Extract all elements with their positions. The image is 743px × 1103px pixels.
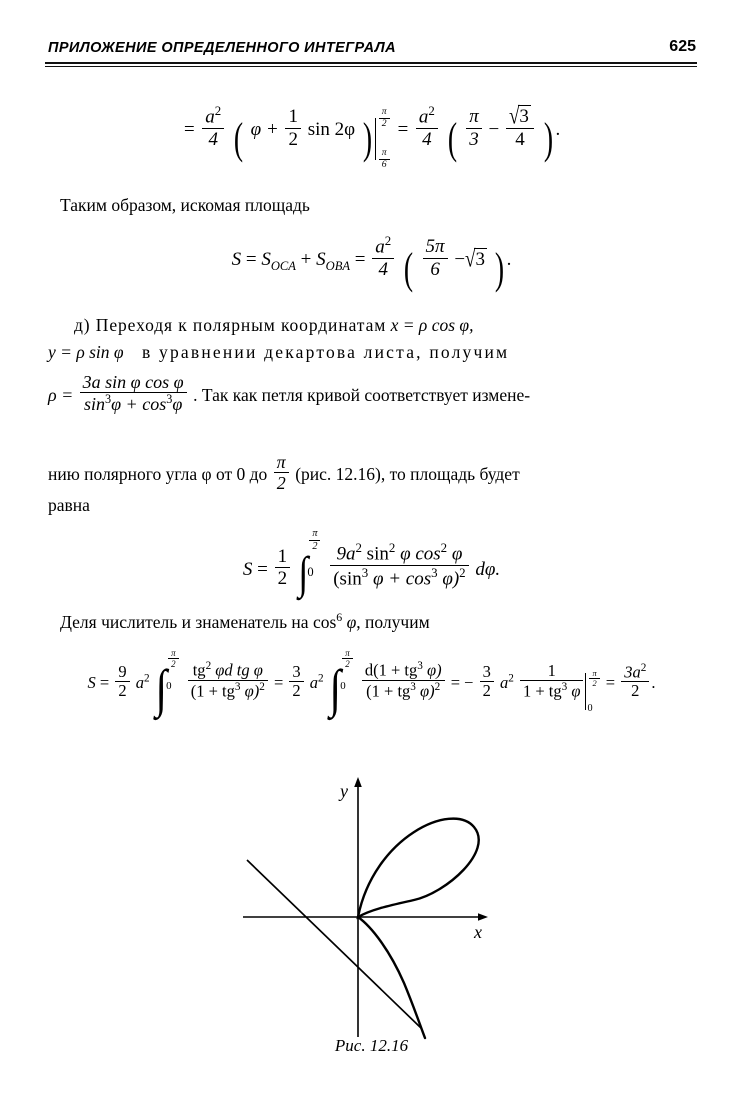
eq2-s: S xyxy=(231,248,242,270)
paragraph-5-start: Деля числитель и знаменатель на xyxy=(60,611,309,632)
equation-1: = $\frac{a^2}{4}$ ( φ + $\frac{1}{2}$ sin 2φ ) $\frac{\pi}{2}$ $\frac{\pi}{6}$ = $\frac{a^2}{4}$ ( $\frac{\pi}{3}$ − $\frac{√3}{4}$ ) . xyxy=(182,103,561,170)
eq1-rhs-den: 4 xyxy=(416,128,438,150)
eq2-inner-num: 5π xyxy=(425,236,445,258)
eq2-sub-oca: OCA xyxy=(270,258,296,273)
equation-3: S = $\frac{1}{2}$ ∫ $\frac{\pi}{2}$ 0 $\frac{9a^2 \sin^2 \varphi \cos^2 \varphi}{(\sin^3 \varphi + \cos^3 \varphi)^2}$ dφ. xyxy=(242,528,501,599)
eq2-inner-den: 6 xyxy=(423,258,448,280)
eq2-den: 4 xyxy=(372,258,394,280)
p5-cos: cos xyxy=(312,611,337,632)
eq4-eq-c: = − xyxy=(450,672,474,692)
paragraph-2-y-eq: y = ρ sin φ xyxy=(48,342,124,362)
eq4-f2-num-rest: φ) xyxy=(426,660,442,680)
paragraph-thus-area xyxy=(60,192,690,219)
eq4-f2-den-sup: 3 xyxy=(410,680,416,693)
eq4-a2: a xyxy=(309,672,319,692)
eq4-s: S xyxy=(87,672,96,692)
eq4-f1-num-rest: φd tg φ xyxy=(215,660,263,680)
eq4-f2-den-sup2: 2 xyxy=(434,680,441,693)
rho-den-sin: sin xyxy=(83,394,105,415)
paragraph-polar-coords xyxy=(48,312,696,339)
eq4-eval-bar xyxy=(585,669,601,714)
eq2-period: . xyxy=(506,248,512,270)
eq1-rhs-exp: 2 xyxy=(428,103,435,118)
eq4-f2-num: d(1 + tg xyxy=(364,660,418,680)
figure-12-16 xyxy=(0,775,743,1065)
eq3-int-top: π xyxy=(312,528,318,539)
eq3-den-end: φ) xyxy=(442,568,460,590)
eq1-eval-top: π xyxy=(381,106,387,118)
eq4-n2: 3 xyxy=(292,662,301,681)
eq4-int2-top-den: 2 xyxy=(342,658,352,669)
eq4-f1-den-sup2: 2 xyxy=(259,680,265,693)
eq1-pi-den: 3 xyxy=(466,128,482,150)
paragraph-rho-formula xyxy=(48,372,696,414)
eq1-coef-num: a xyxy=(205,106,215,128)
paragraph-1-text: Таким образом, искомая площадь xyxy=(60,195,310,215)
eq4-f2-num-sup: 3 xyxy=(417,660,423,672)
eq4-eval-top-den: 2 xyxy=(589,678,599,688)
paragraph-angle-range-line2 xyxy=(48,492,696,519)
eq4-f3-den-rest: φ xyxy=(571,681,581,701)
eq1-eval-top-den: 2 xyxy=(379,118,390,130)
figure-caption: Рис. 12.16 xyxy=(334,1036,409,1055)
eq3-eq: = xyxy=(257,558,268,580)
eq1-minus: − xyxy=(488,118,500,140)
eq4-eq-d: = xyxy=(605,672,616,692)
eq3-int-bot: 0 xyxy=(307,564,314,579)
rho-den-mid: φ + cos xyxy=(111,394,167,415)
eq1-coef-exp: 2 xyxy=(214,103,222,118)
eq3-int-top-den: 2 xyxy=(309,540,320,553)
paragraph-3-tail: . Так как петля кривой соответствует измене- xyxy=(193,384,531,405)
p4-frac-den: 2 xyxy=(274,472,289,493)
eq4-f3-den-sup: 3 xyxy=(561,680,568,693)
eq1-sin-term: sin 2φ xyxy=(307,118,356,140)
eq3-den-mid: φ + cos xyxy=(372,568,432,590)
eq4-a3: a xyxy=(499,672,509,692)
eq4-n1: 9 xyxy=(118,662,127,681)
eq3-den-sin: (sin xyxy=(333,568,362,590)
x-axis-label: x xyxy=(474,922,482,942)
p5-phi: φ xyxy=(346,611,357,632)
eq3-den-outer-sup: 2 xyxy=(459,565,466,581)
eq2-sub-oba: OBA xyxy=(325,258,350,273)
eq3-den-cos-sup: 3 xyxy=(431,565,438,581)
eq4-eval-bot: 0 xyxy=(587,702,593,714)
paragraph-2-x-eq: x = ρ cos φ, xyxy=(390,315,474,335)
eq2-plus: + xyxy=(300,248,312,270)
eq3-differential: dφ. xyxy=(475,558,501,580)
eq4-a: a xyxy=(135,672,144,692)
eq3-num-sin: sin xyxy=(366,543,389,565)
equation-2: $S = S_{OCA} + S_{OBA}$ = $\frac{a^2}{4}$ ( $\frac{5\pi}{6}$ −√3 ) . xyxy=(231,233,512,293)
eq2-s-oba: S xyxy=(316,248,326,270)
eq4-f3-den: 1 + tg xyxy=(522,681,562,701)
eq2-s-oca: S xyxy=(261,248,271,270)
y-axis-arrow xyxy=(354,777,362,787)
eq1-coef-den: 4 xyxy=(202,128,224,150)
page-number: 625 xyxy=(669,38,696,55)
asymptote-line xyxy=(247,860,421,1028)
eq3-den-sin-sup: 3 xyxy=(361,565,369,581)
eq4-eq: = xyxy=(99,672,110,692)
eq1-eval-bot: π xyxy=(381,146,387,158)
eq1-eval-bar xyxy=(375,107,392,170)
eq3-num-a-exp: 2 xyxy=(355,540,362,556)
equation-4: S = $\frac{9}{2}$ $a^2$ ∫ $\frac{\pi}{2}$ 0 $\frac{tg^2 \varphi d tg \varphi}{(1 + tg^3 \varphi)^2}$ = $\frac{3}{2}$ $a^2$ ∫ $\frac{\pi}{2}$ 0 $\frac{d(1 + tg^3 \varphi)}{(1 + tg^3 \varphi)^2}$ = − $\frac{3}{2}$ $a^2$ $\frac{1}{1 + tg^3 \varphi}$ $\frac{\pi}{2}$ 0 = $\frac{3a^2}{2}$ . xyxy=(87,648,656,718)
paragraph-4-last: равна xyxy=(48,495,90,515)
eq3-half-den: 2 xyxy=(275,567,291,589)
eq1-half-num: 1 xyxy=(288,106,298,128)
eq1-eval-bot-den: 6 xyxy=(379,159,390,171)
eq4-n4-exp: 2 xyxy=(640,661,647,674)
eq4-f1-den: (1 + tg xyxy=(190,681,235,701)
eq4-f1-num-tg: tg xyxy=(192,660,206,680)
page-header xyxy=(48,38,696,56)
rho-den-sup2: 3 xyxy=(166,392,173,407)
paragraph-divide xyxy=(60,608,700,636)
eq2-eq2: = xyxy=(354,248,366,270)
eq4-int1-top: π xyxy=(171,648,176,658)
eq2-exp: 2 xyxy=(384,233,392,248)
eq1-rhs-num: a xyxy=(418,106,429,128)
paragraph-polar-coords-line2 xyxy=(48,339,696,366)
y-axis-label: y xyxy=(340,781,348,801)
eq2-sqrt-val: 3 xyxy=(475,248,485,270)
eq4-eval-top: π xyxy=(592,668,597,678)
eq4-n3: 3 xyxy=(482,662,491,681)
eq4-n4: 3a xyxy=(624,662,641,681)
eq4-int1-bot: 0 xyxy=(166,679,172,692)
eq4-d3: 2 xyxy=(480,681,494,700)
eq1-half-den: 2 xyxy=(285,128,301,150)
eq4-a3-exp: 2 xyxy=(508,672,514,685)
p5-cos-sup: 6 xyxy=(336,610,343,624)
folium-descartes-plot xyxy=(0,775,743,1065)
rho-den-end: φ xyxy=(172,394,183,415)
eq4-d2: 2 xyxy=(289,681,303,700)
eq4-period: . xyxy=(651,672,656,692)
eq4-f2-den-rest: φ) xyxy=(420,681,435,701)
eq4-eq-b: = xyxy=(273,672,284,692)
eq1-pi-num: π xyxy=(469,106,479,128)
eq4-a-exp: 2 xyxy=(143,672,150,685)
eq3-half-num: 1 xyxy=(277,546,288,568)
paragraph-2-tail: в уравнении декартова листа, получим xyxy=(141,342,510,362)
eq1-rhs-eq: = xyxy=(396,118,410,140)
paragraph-angle-range xyxy=(48,452,696,493)
eq1-sqrt-num: 3 xyxy=(519,106,529,128)
eq4-d4: 2 xyxy=(621,681,649,700)
x-axis-arrow xyxy=(478,913,488,921)
paragraph-4-end: (рис. 12.16), то площадь будет xyxy=(295,463,520,484)
eq1-lhs: = xyxy=(182,118,196,140)
eq1-sqrt-den: 4 xyxy=(506,128,534,150)
paragraph-2-lead: д) Переходя к полярным координатам xyxy=(74,315,387,335)
eq3-num-a: 9a xyxy=(336,543,356,565)
eq2-minus: − xyxy=(454,248,466,270)
eq3-num-sin-sup: 2 xyxy=(388,540,396,556)
eq4-int2-top: π xyxy=(345,648,350,658)
eq4-a2-exp: 2 xyxy=(318,672,324,685)
eq4-f3-num: 1 xyxy=(547,660,556,680)
p4-frac-num: π xyxy=(276,452,286,472)
eq4-int1-top-den: 2 xyxy=(168,658,178,669)
eq1-inner-phi: φ + xyxy=(250,118,279,140)
rho-den-sup: 3 xyxy=(104,392,112,407)
folium-loop-curve xyxy=(358,819,479,917)
eq4-f2-den: (1 + tg xyxy=(366,681,411,701)
eq4-f1-den-rest: φ) xyxy=(244,681,260,701)
header-divider xyxy=(45,62,697,67)
eq2-num: a xyxy=(375,236,385,258)
eq3-num-phi-cos: φ cos xyxy=(400,543,441,565)
eq1-period: . xyxy=(555,118,561,140)
rho-num: 3a sin φ cos φ xyxy=(82,372,184,392)
running-head-title: ПРИЛОЖЕНИЕ ОПРЕДЕЛЕННОГО ИНТЕГРАЛА xyxy=(48,40,396,56)
eq4-f1-den-sup: 3 xyxy=(234,680,241,693)
eq4-d1: 2 xyxy=(115,681,129,700)
rho-lhs: ρ = xyxy=(48,384,74,405)
eq3-num-phi2: φ xyxy=(451,543,463,565)
eq4-int2-bot: 0 xyxy=(340,679,346,692)
paragraph-4-start: нию полярного угла φ от 0 до xyxy=(48,463,268,484)
eq3-num-cos-sup: 2 xyxy=(440,540,448,556)
eq2-eq: = xyxy=(245,248,257,270)
eq4-f1-num-sup: 2 xyxy=(205,660,212,672)
paragraph-5-end: , получим xyxy=(356,611,430,632)
eq3-s: S xyxy=(242,558,253,580)
